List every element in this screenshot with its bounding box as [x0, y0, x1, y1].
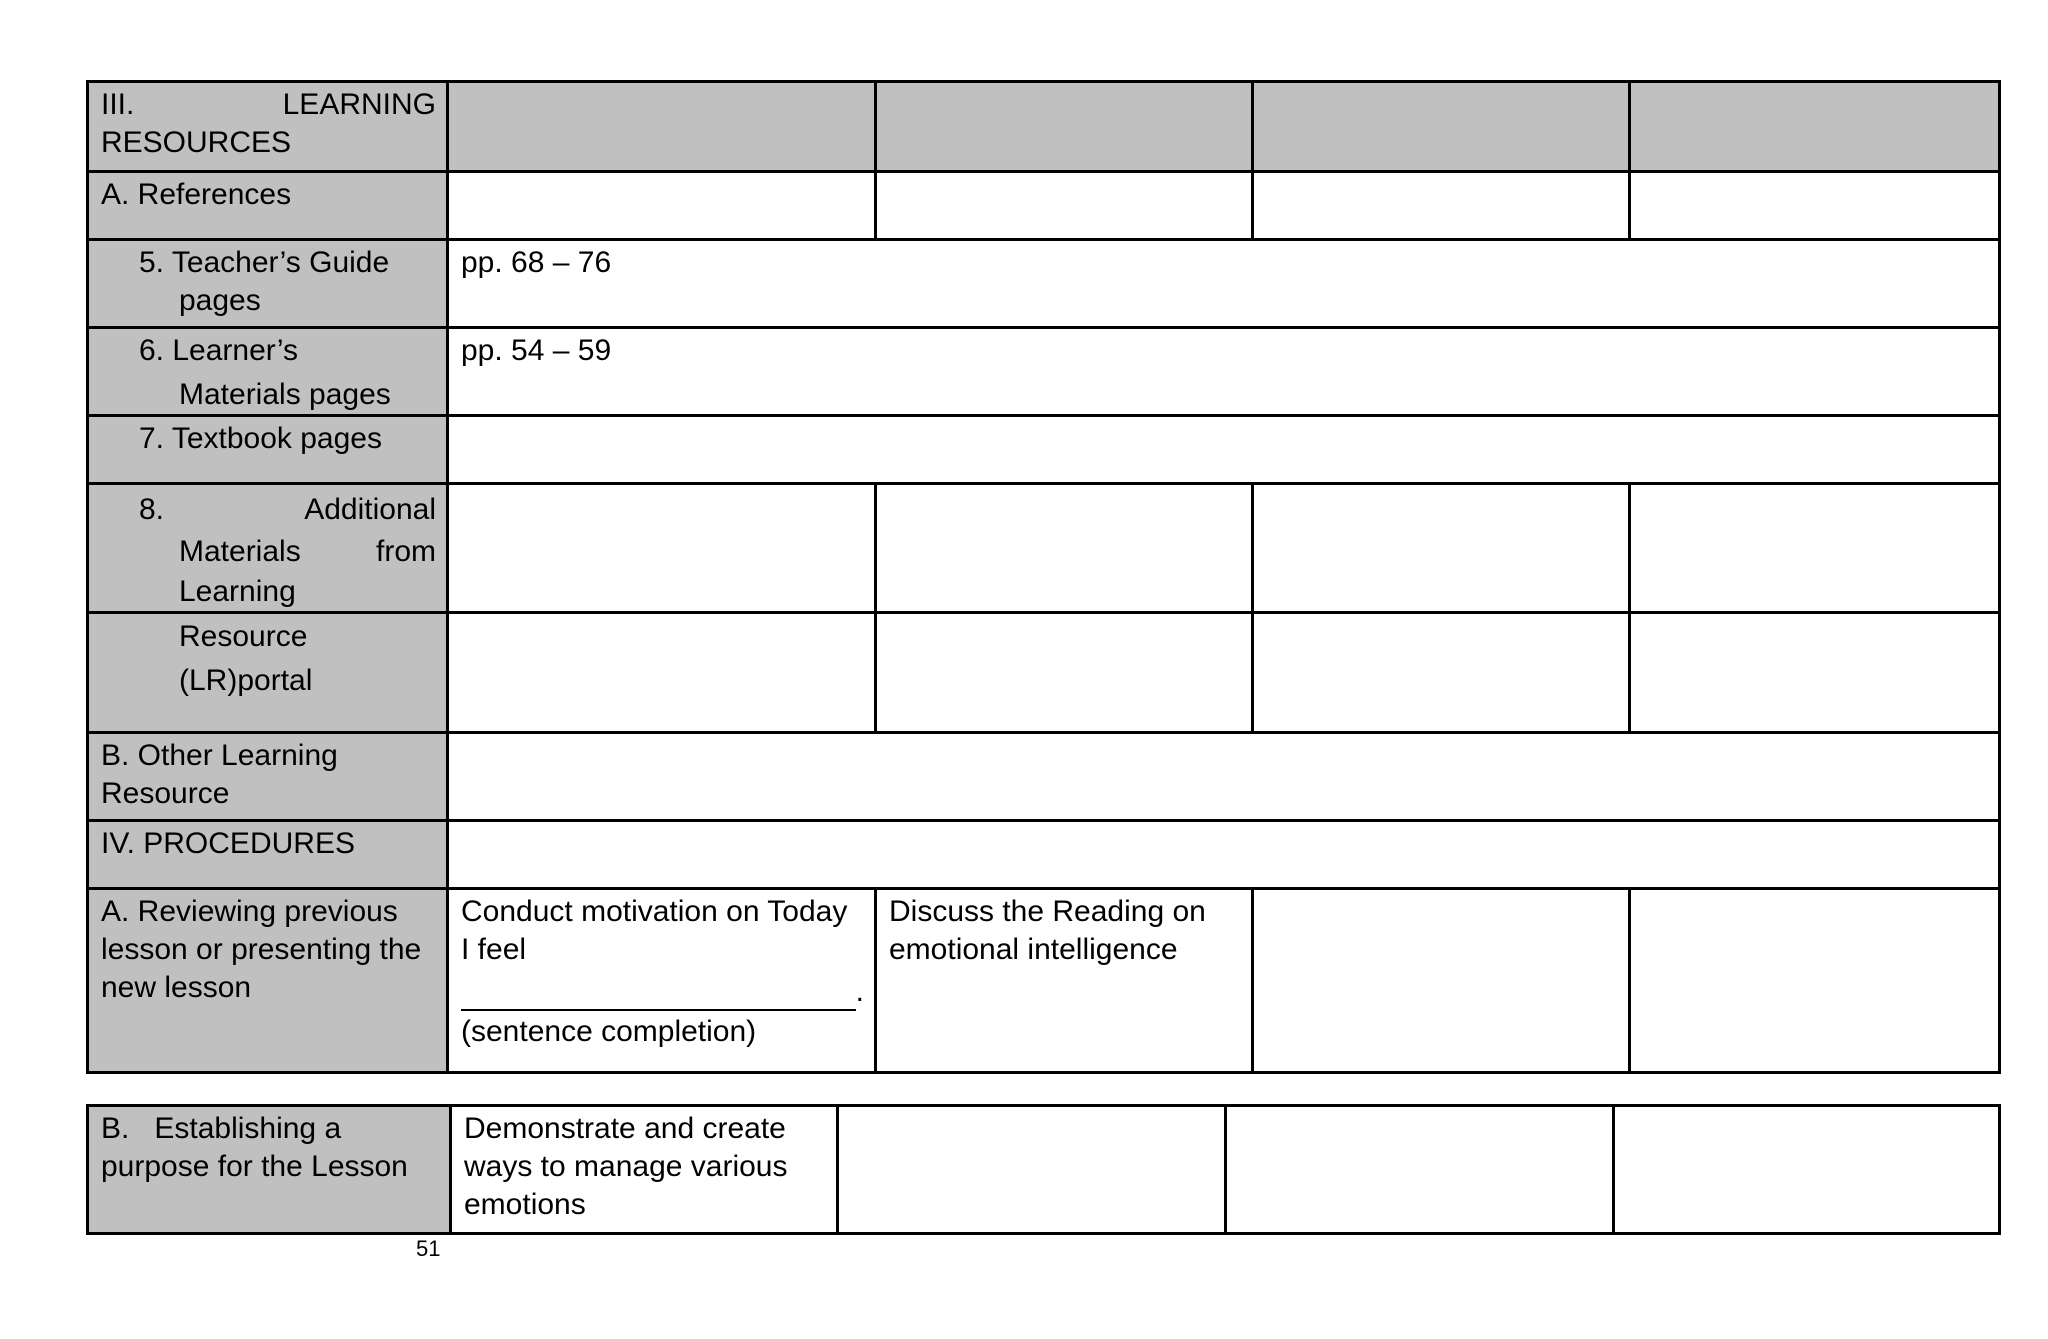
label-line2: Resource — [101, 777, 230, 810]
cell — [1630, 484, 2000, 613]
row-textbook — [88, 416, 2000, 484]
label-line3: Learning — [179, 575, 296, 608]
row-other-learning — [88, 733, 2000, 821]
row-learning-resources — [88, 82, 2000, 172]
cell — [1630, 889, 2000, 1073]
label-line1: 5. Teacher’s Guide — [139, 246, 390, 279]
label-line2: Materials pages — [179, 378, 391, 411]
roman-numeral: III. — [101, 88, 135, 121]
header-cell-day1 — [448, 82, 876, 172]
fill-in-blank — [461, 971, 856, 1011]
cell — [1630, 172, 2000, 240]
blank-line — [461, 969, 864, 1011]
row-learners-materials — [88, 328, 2000, 416]
page-number: 51 — [416, 1236, 441, 1261]
label-line1: 6. Learner’s — [139, 334, 298, 367]
cell — [838, 1106, 1226, 1234]
teachers-guide-value: pp. 68 – 76 — [448, 240, 2000, 328]
other-learning-value — [448, 733, 2000, 821]
heading-word: LEARNING — [282, 88, 436, 121]
row-additional-materials — [88, 484, 2000, 613]
learners-materials-value: pp. 54 – 59 — [448, 328, 2000, 416]
label-word: from — [376, 535, 436, 568]
cell — [448, 613, 876, 733]
reviewing-day2: Discuss the Reading on emotional intelligence — [876, 889, 1253, 1073]
cell — [1226, 1106, 1614, 1234]
label-word: Materials — [179, 535, 301, 568]
row-teachers-guide — [88, 240, 2000, 328]
header-cell-day4 — [1630, 82, 2000, 172]
label-line5: (LR)portal — [179, 664, 313, 697]
teachers-guide-label — [88, 240, 448, 328]
cell — [1253, 172, 1630, 240]
cell — [876, 484, 1253, 613]
row-reviewing — [88, 889, 2000, 1073]
learning-resources-header — [88, 82, 448, 172]
label-line4: Resource — [179, 620, 308, 653]
cell — [1253, 889, 1630, 1073]
cell — [1614, 1106, 2000, 1234]
row-establishing — [88, 1106, 2000, 1234]
procedures-label: IV. PROCEDURES — [88, 821, 448, 889]
procedures-value — [448, 821, 2000, 889]
cell — [1253, 484, 1630, 613]
label-word: Additional — [304, 493, 436, 526]
lesson-plan-table — [86, 80, 2001, 1074]
lr-portal-label — [88, 613, 448, 733]
reviewing-day1 — [448, 889, 876, 1073]
heading-line2: RESOURCES — [101, 126, 292, 159]
establishing-day1: Demonstrate and create ways to manage various emotions — [451, 1106, 838, 1234]
cell — [1253, 613, 1630, 733]
blank-period: . — [855, 975, 864, 1008]
additional-materials-label — [88, 484, 448, 613]
reviewing-label: A. Reviewing previous lesson or presenting the new lesson — [88, 889, 448, 1073]
header-cell-day2 — [876, 82, 1253, 172]
lesson-plan-table-continued — [86, 1104, 2001, 1235]
cell — [448, 172, 876, 240]
establishing-label: B. Establishing a purpose for the Lesson — [88, 1106, 451, 1234]
label-line2: pages — [179, 284, 261, 317]
textbook-value — [448, 416, 2000, 484]
cell — [876, 613, 1253, 733]
cell — [1630, 613, 2000, 733]
references-label: A. References — [88, 172, 448, 240]
learners-materials-label — [88, 328, 448, 416]
row-procedures — [88, 821, 2000, 889]
cell — [876, 172, 1253, 240]
cell — [448, 484, 876, 613]
other-learning-label — [88, 733, 448, 821]
day1-text-line2: (sentence completion) — [461, 1015, 757, 1048]
row-references — [88, 172, 2000, 240]
day1-text: Conduct motivation on Today I feel — [461, 895, 848, 966]
textbook-label: 7. Textbook pages — [88, 416, 448, 484]
item-number: 8. — [139, 493, 165, 526]
header-cell-day3 — [1253, 82, 1630, 172]
row-lr-portal — [88, 613, 2000, 733]
label-line1: B. Other Learning — [101, 739, 338, 772]
